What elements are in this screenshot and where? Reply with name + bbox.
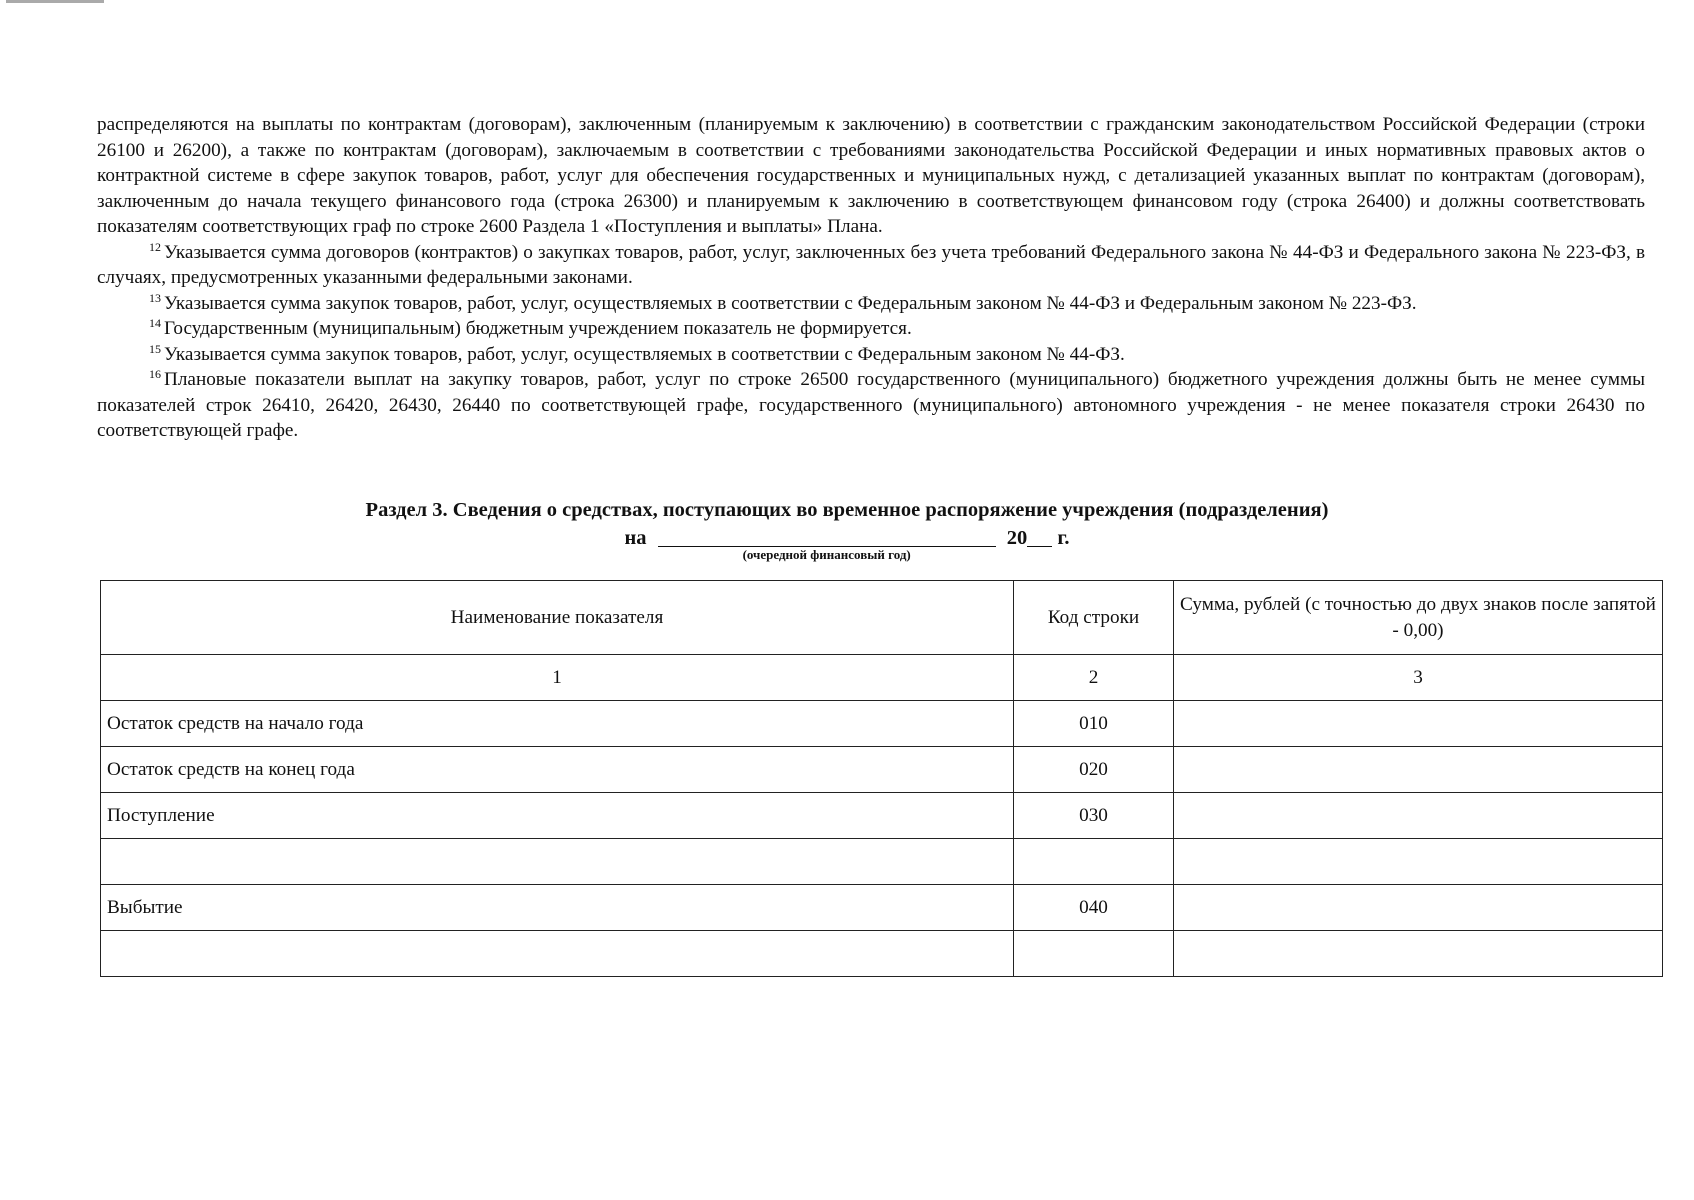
period-line	[0, 524, 1694, 562]
footnote-text: Указывается сумма договоров (контрактов) о закупках товаров, работ, услуг, заключенных без учета требований Федерального закона № 44-ФЗ и Федерального закона № 223-ФЗ, в случаях, предусмотренных указанными федеральными законами.	[97, 241, 1645, 288]
row-name: Выбытие	[101, 885, 1014, 931]
footnote-12	[97, 240, 1645, 291]
row-code: 040	[1014, 885, 1174, 931]
row-sum-cell[interactable]	[1174, 793, 1663, 839]
table-header-row	[101, 581, 1663, 655]
column-number: 2	[1014, 655, 1174, 701]
header-amount: Сумма, рублей (с точностью до двух знаков после запятой - 0,00)	[1174, 581, 1663, 655]
footnote-15	[97, 342, 1645, 368]
footnote-text: Указывается сумма закупок товаров, работ, услуг, осуществляемых в соответствии с Федеральным законом № 44-ФЗ.	[164, 343, 1125, 365]
row-name: Остаток средств на конец года	[101, 747, 1014, 793]
row-name	[101, 839, 1014, 885]
column-number: 3	[1174, 655, 1663, 701]
blank-caption: (очередной финансовый год)	[742, 547, 911, 562]
year-blank[interactable]	[1027, 524, 1052, 547]
table-row	[101, 839, 1663, 885]
footnote-number: 16	[149, 367, 161, 381]
continuation-paragraph: распределяются на выплаты по контрактам (договорам), заключенным (планируемым к заключению) в соответствии с гражданским законодательством Российской Федерации (строки 26100 и 26200), а также по контрактам (договорам), заключаемым в соответствии с требованиями законодательства Российской Федерации и иных нормативных правовых актов о контрактной системе в сфере закупок товаров, работ, услуг для обеспечения государственных и муниципальных нужд, с детализацией указанных выплат по контрактам (договорам), заключенным до начала текущего финансового года (строка 26300) и планируемым к заключению в соответствующем финансовом году (строка 26400) и должны соответствовать показателям соответствующих граф по строке 2600 Раздела 1 «Поступления и выплаты» Плана.	[97, 114, 1645, 237]
section-3-table	[100, 580, 1663, 977]
row-sum-cell[interactable]	[1174, 747, 1663, 793]
footnote-text: Государственным (муниципальным) бюджетным учреждением показатель не формируется.	[164, 318, 912, 339]
year-suffix: г.	[1057, 527, 1070, 549]
row-code: 010	[1014, 701, 1174, 747]
row-code: 020	[1014, 747, 1174, 793]
row-sum-cell[interactable]	[1174, 701, 1663, 747]
footnote-number: 15	[149, 341, 161, 356]
table-row	[101, 793, 1663, 839]
row-sum-cell[interactable]	[1174, 839, 1663, 885]
footnote-number: 12	[149, 239, 161, 254]
year-prefix: 20	[1006, 527, 1028, 549]
table-row	[101, 701, 1663, 747]
period-prefix: на	[624, 527, 647, 549]
footnote-number: 14	[149, 316, 161, 330]
footnote-text: Плановые показатели выплат на закупку товаров, работ, услуг по строке 26500 государственного (муниципального) бюджетного учреждения должны быть не менее суммы показателей строк 26410, 26420, 26430, 26440 по соответствующей графе, государственного (муниципального) автономного учреждения - не менее показателя строки 26430 по соответствующей графе.	[97, 369, 1645, 441]
scan-artifact	[6, 0, 104, 3]
footnote-14	[97, 316, 1645, 342]
row-code	[1014, 931, 1174, 977]
section-title: Раздел 3. Сведения о средствах, поступающих во временное распоряжение учреждения (подразделения)	[365, 499, 1329, 521]
column-numbers-row	[101, 655, 1663, 701]
footnotes-block	[97, 112, 1645, 444]
column-number: 1	[101, 655, 1014, 701]
row-name: Остаток средств на начало года	[101, 701, 1014, 747]
row-code	[1014, 839, 1174, 885]
row-name: Поступление	[101, 793, 1014, 839]
row-sum-cell[interactable]	[1174, 931, 1663, 977]
header-line-code: Код строки	[1014, 581, 1174, 655]
footnote-text: Указывается сумма закупок товаров, работ, услуг, осуществляемых в соответствии с Федеральным законом № 44-ФЗ и Федеральным законом № 223-ФЗ.	[164, 292, 1417, 314]
footnote-number: 13	[149, 290, 161, 305]
table-row	[101, 747, 1663, 793]
row-sum-cell[interactable]	[1174, 885, 1663, 931]
table-row	[101, 885, 1663, 931]
footnote-16	[97, 367, 1645, 444]
financial-year-blank[interactable]	[658, 524, 996, 562]
row-name	[101, 931, 1014, 977]
footnote-13	[97, 291, 1645, 317]
header-indicator-name: Наименование показателя	[101, 581, 1014, 655]
row-code: 030	[1014, 793, 1174, 839]
table-row	[101, 931, 1663, 977]
